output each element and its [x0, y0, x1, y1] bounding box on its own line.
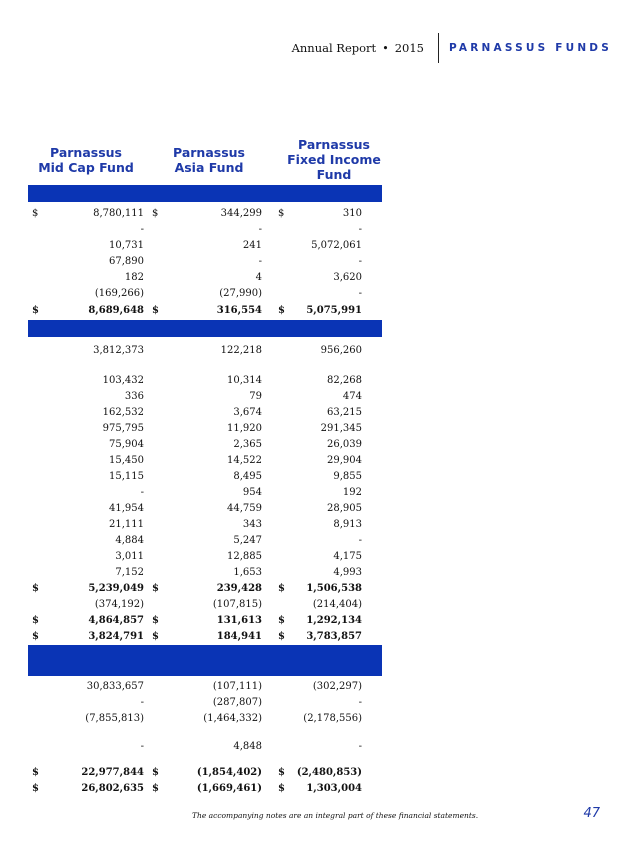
report-title: Annual Report	[291, 41, 377, 55]
table-cell: 29,904	[327, 455, 362, 466]
table-cell: 956,260	[320, 345, 362, 356]
table-cell: (1,669,461)	[196, 783, 262, 794]
table-cell: 8,780,111	[93, 208, 144, 219]
table-cell: -	[358, 741, 362, 752]
table-cell: 5,075,991	[306, 305, 362, 316]
table-cell: 1,506,538	[306, 583, 362, 594]
table-row	[28, 697, 382, 713]
section-band-1	[28, 185, 382, 202]
table-row	[28, 681, 382, 697]
table-cell: 15,115	[109, 471, 144, 482]
table-cell: (1,464,332)	[203, 713, 262, 724]
section-band-2	[28, 320, 382, 337]
table-row	[28, 599, 382, 615]
footnote: The accompanying notes are an integral part of these financial statements.	[192, 811, 479, 820]
table-cell: 343	[242, 519, 262, 530]
table-cell: 336	[124, 391, 144, 402]
table-cell: 3,011	[115, 551, 144, 562]
table-row	[28, 503, 382, 519]
table-cell: -	[140, 741, 144, 752]
table-row	[28, 272, 382, 288]
table-cell: (107,815)	[212, 599, 262, 610]
table-cell: -	[358, 697, 362, 708]
table-row	[28, 535, 382, 551]
currency-symbol: $	[32, 631, 39, 642]
table-cell: 1,653	[233, 567, 262, 578]
table-cell: -	[140, 697, 144, 708]
table-row	[28, 631, 382, 647]
table-cell: -	[358, 224, 362, 235]
table-cell: (214,404)	[312, 599, 362, 610]
table-cell: 21,111	[109, 519, 144, 530]
column-header-fixed-income: Parnassus Fixed Income Fund	[287, 137, 381, 182]
table-cell: 75,904	[109, 439, 144, 450]
table-cell: 103,432	[102, 375, 144, 386]
currency-symbol: $	[32, 767, 39, 778]
table-row	[28, 567, 382, 583]
table-cell: (27,990)	[219, 288, 262, 299]
table-row	[28, 783, 382, 799]
page-header	[292, 33, 612, 63]
table-row	[28, 288, 382, 304]
table-cell: (302,297)	[312, 681, 362, 692]
table-cell: 11,920	[227, 423, 262, 434]
table-cell: 1,303,004	[306, 783, 362, 794]
table-row	[28, 240, 382, 256]
table-cell: (107,111)	[212, 681, 262, 692]
table-cell: 4,884	[115, 535, 144, 546]
table-cell: -	[140, 487, 144, 498]
table-cell: (2,480,853)	[296, 767, 362, 778]
table-cell: -	[258, 256, 262, 267]
table-cell: 26,039	[327, 439, 362, 450]
table-cell: 8,495	[233, 471, 262, 482]
table-row	[28, 305, 382, 321]
table-row	[28, 375, 382, 391]
table-cell: -	[358, 288, 362, 299]
table-row	[28, 487, 382, 503]
table-cell: 4,993	[333, 567, 362, 578]
currency-symbol: $	[152, 208, 159, 219]
section-band-3	[28, 645, 382, 676]
table-cell: 26,802,635	[81, 783, 144, 794]
table-cell: 12,885	[227, 551, 262, 562]
table-cell: 310	[342, 208, 362, 219]
table-cell: 5,072,061	[311, 240, 362, 251]
currency-symbol: $	[278, 583, 285, 594]
table-cell: (7,855,813)	[85, 713, 144, 724]
currency-symbol: $	[152, 783, 159, 794]
table-cell: (287,807)	[212, 697, 262, 708]
currency-symbol: $	[152, 583, 159, 594]
table-cell: 4	[255, 272, 262, 283]
table-cell: 14,522	[227, 455, 262, 466]
table-row	[28, 439, 382, 455]
table-row	[28, 471, 382, 487]
table-cell: 7,152	[115, 567, 144, 578]
currency-symbol: $	[278, 783, 285, 794]
currency-symbol: $	[278, 615, 285, 626]
table-cell: 4,848	[233, 741, 262, 752]
currency-symbol: $	[32, 615, 39, 626]
table-cell: 4,175	[333, 551, 362, 562]
table-cell: 8,689,648	[88, 305, 144, 316]
currency-symbol: $	[278, 305, 285, 316]
table-cell: 162,532	[102, 407, 144, 418]
header-bullet: •	[382, 41, 389, 55]
table-row	[28, 767, 382, 783]
table-cell: 3,674	[233, 407, 262, 418]
table-cell: 4,864,857	[88, 615, 144, 626]
table-cell: -	[358, 535, 362, 546]
table-cell: 28,905	[327, 503, 362, 514]
table-cell: 954	[242, 487, 262, 498]
table-row	[28, 208, 382, 224]
table-cell: -	[258, 224, 262, 235]
table-cell: 22,977,844	[81, 767, 144, 778]
currency-symbol: $	[32, 783, 39, 794]
currency-symbol: $	[278, 767, 285, 778]
table-row	[28, 519, 382, 535]
table-cell: 975,795	[102, 423, 144, 434]
table-cell: 474	[342, 391, 362, 402]
table-cell: 3,783,857	[306, 631, 362, 642]
table-cell: 82,268	[327, 375, 362, 386]
brand-logo: PARNASSUS FUNDS	[448, 42, 612, 54]
table-cell: 9,855	[333, 471, 362, 482]
currency-symbol: $	[152, 767, 159, 778]
table-row	[28, 407, 382, 423]
table-cell: -	[140, 224, 144, 235]
table-row	[28, 391, 382, 407]
table-cell: 15,450	[109, 455, 144, 466]
currency-symbol: $	[152, 305, 159, 316]
table-cell: 192	[342, 487, 362, 498]
table-cell: 3,824,791	[88, 631, 144, 642]
table-row	[28, 455, 382, 471]
table-cell: 41,954	[109, 503, 144, 514]
table-cell: 63,215	[327, 407, 362, 418]
table-cell: 184,941	[216, 631, 262, 642]
table-cell: 344,299	[220, 208, 262, 219]
table-cell: 2,365	[233, 439, 262, 450]
table-row	[28, 345, 382, 361]
table-cell: 291,345	[320, 423, 362, 434]
report-year: 2015	[394, 41, 424, 55]
table-row	[28, 713, 382, 729]
table-cell: 79	[249, 391, 262, 402]
table-cell: 44,759	[227, 503, 262, 514]
table-cell: 131,613	[216, 615, 262, 626]
table-row	[28, 583, 382, 599]
table-row	[28, 423, 382, 439]
table-cell: 1,292,134	[306, 615, 362, 626]
table-cell: 8,913	[333, 519, 362, 530]
table-cell: 239,428	[216, 583, 262, 594]
table-cell: (169,266)	[94, 288, 144, 299]
table-cell: (2,178,556)	[303, 713, 362, 724]
currency-symbol: $	[278, 631, 285, 642]
header-divider	[438, 33, 439, 63]
table-cell: (1,854,402)	[196, 767, 262, 778]
table-cell: 316,554	[216, 305, 262, 316]
page-number: 47	[583, 806, 600, 821]
currency-symbol: $	[32, 583, 39, 594]
table-row	[28, 551, 382, 567]
table-row	[28, 615, 382, 631]
currency-symbol: $	[278, 208, 285, 219]
table-cell: 10,314	[227, 375, 262, 386]
table-cell: 241	[242, 240, 262, 251]
table-cell: 122,218	[220, 345, 262, 356]
currency-symbol: $	[152, 615, 159, 626]
currency-symbol: $	[32, 208, 39, 219]
column-header-mid-cap: Parnassus Mid Cap Fund	[38, 145, 134, 175]
table-cell: 5,247	[233, 535, 262, 546]
table-cell: (374,192)	[94, 599, 144, 610]
column-header-asia: Parnassus Asia Fund	[173, 145, 245, 175]
table-cell: -	[358, 256, 362, 267]
currency-symbol: $	[152, 631, 159, 642]
table-row	[28, 741, 382, 757]
table-row	[28, 224, 382, 240]
currency-symbol: $	[32, 305, 39, 316]
table-cell: 182	[124, 272, 144, 283]
table-cell: 5,239,049	[88, 583, 144, 594]
table-cell: 67,890	[109, 256, 144, 267]
table-cell: 3,620	[333, 272, 362, 283]
table-cell: 30,833,657	[86, 681, 144, 692]
table-row	[28, 256, 382, 272]
table-cell: 3,812,373	[93, 345, 144, 356]
table-cell: 10,731	[109, 240, 144, 251]
